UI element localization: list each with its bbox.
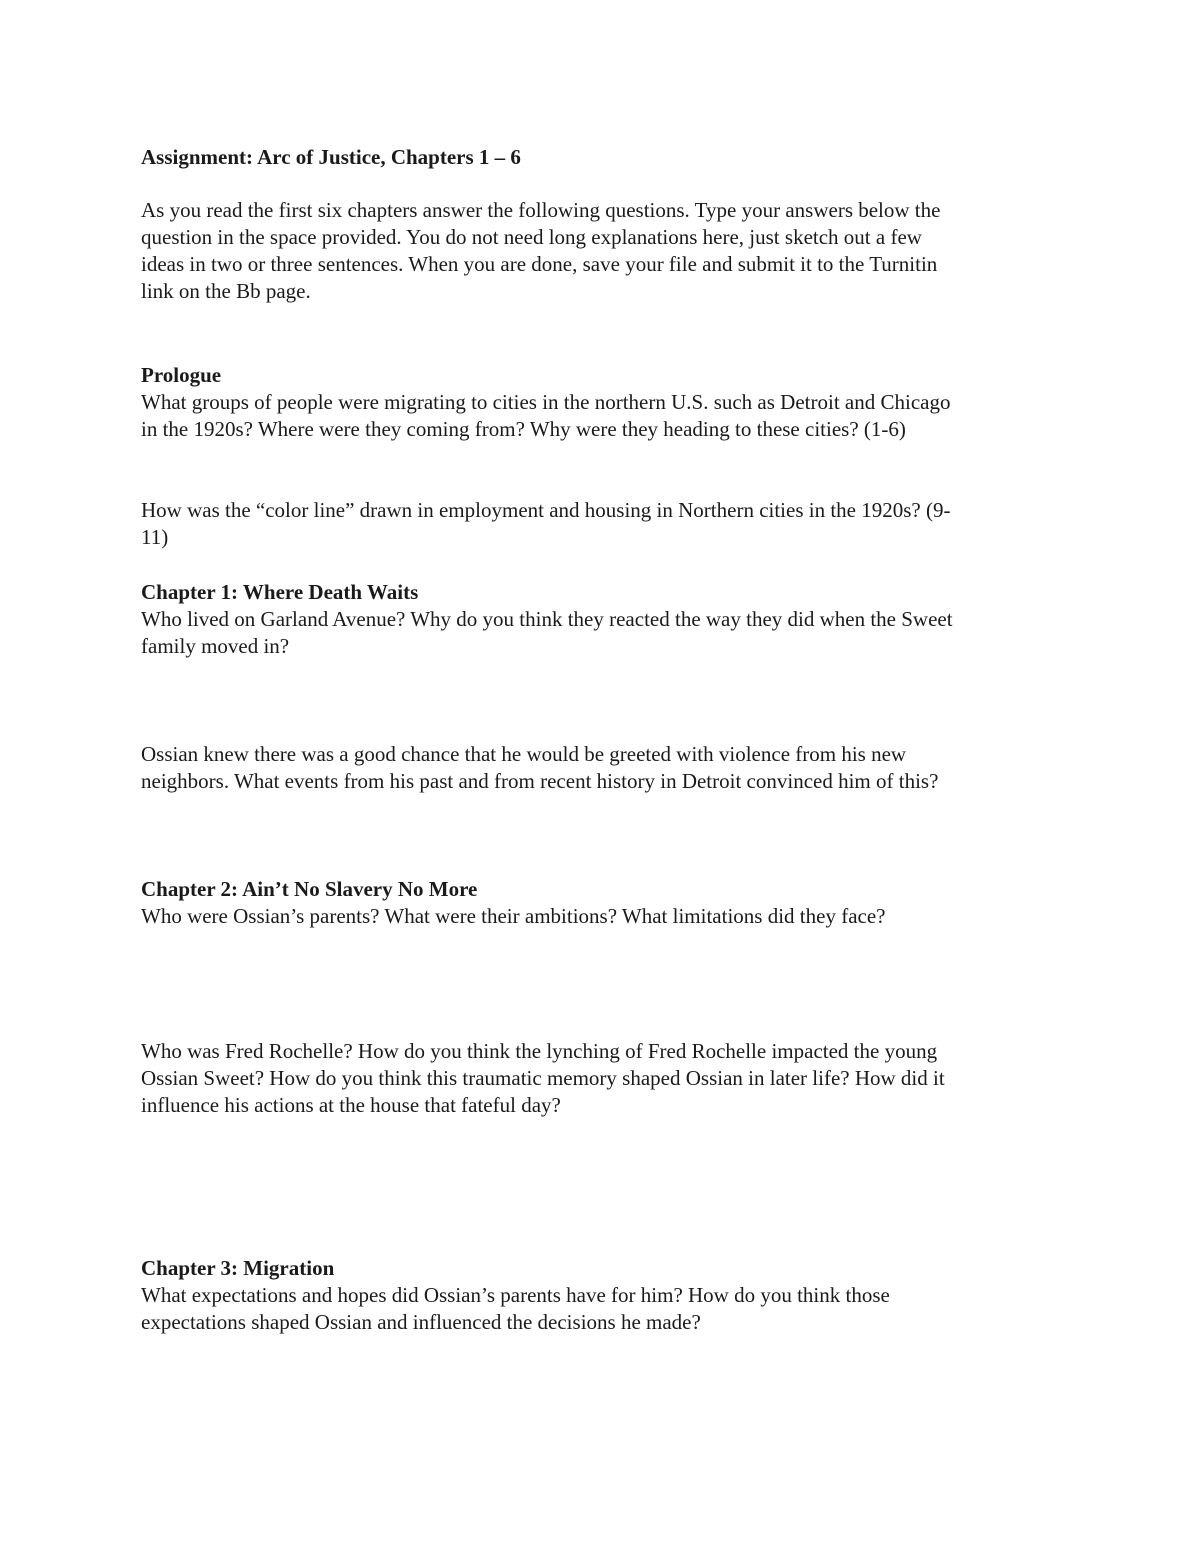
prologue-heading: Prologue — [141, 363, 222, 387]
chapter2-question-1 — [141, 903, 1066, 930]
instructions-line: ideas in two or three sentences. When you are done, save your file and submit it to the Turnitin — [141, 252, 938, 276]
instructions-line: link on the Bb page. — [141, 279, 311, 303]
question-line: neighbors. What events from his past and from recent history in Detroit convinced him of this? — [141, 769, 939, 793]
instructions-line: question in the space provided. You do not need long explanations here, just sketch out a few — [141, 225, 922, 249]
question-line: What expectations and hopes did Ossian’s parents have for him? How do you think those — [141, 1283, 890, 1307]
chapter1-question-2 — [141, 741, 1066, 795]
chapter2-heading: Chapter 2: Ain’t No Slavery No More — [141, 877, 478, 901]
prologue-question-1 — [141, 389, 1066, 443]
chapter1-heading: Chapter 1: Where Death Waits — [141, 580, 419, 604]
instructions-paragraph — [141, 197, 1066, 305]
chapter1-question-1 — [141, 606, 1066, 660]
chapter3-question-1 — [141, 1282, 1066, 1336]
question-line: expectations shaped Ossian and influenced the decisions he made? — [141, 1310, 701, 1334]
question-line: Who was Fred Rochelle? How do you think the lynching of Fred Rochelle impacted the young — [141, 1039, 938, 1063]
question-line: Who lived on Garland Avenue? Why do you think they reacted the way they did when the Sweet — [141, 607, 953, 631]
prologue-question-2 — [141, 497, 1066, 551]
question-line: in the 1920s? Where were they coming from? Why were they heading to these cities? (1-6) — [141, 417, 906, 441]
question-line: family moved in? — [141, 634, 290, 658]
question-line: How was the “color line” drawn in employment and housing in Northern cities in the 1920s? (9- — [141, 498, 951, 522]
question-line: Ossian Sweet? How do you think this traumatic memory shaped Ossian in later life? How did it — [141, 1066, 945, 1090]
question-line: 11) — [141, 525, 169, 549]
question-line: Who were Ossian’s parents? What were their ambitions? What limitations did they face? — [141, 904, 886, 928]
chapter3-heading: Chapter 3: Migration — [141, 1256, 335, 1280]
question-line: What groups of people were migrating to cities in the northern U.S. such as Detroit and Chicago — [141, 390, 951, 414]
instructions-line: As you read the first six chapters answer the following questions. Type your answers below the — [141, 198, 941, 222]
chapter2-question-2 — [141, 1038, 1066, 1119]
question-line: influence his actions at the house that fateful day? — [141, 1093, 561, 1117]
question-line: Ossian knew there was a good chance that he would be greeted with violence from his new — [141, 742, 907, 766]
assignment-title: Assignment: Arc of Justice, Chapters 1 – 6 — [141, 145, 521, 169]
